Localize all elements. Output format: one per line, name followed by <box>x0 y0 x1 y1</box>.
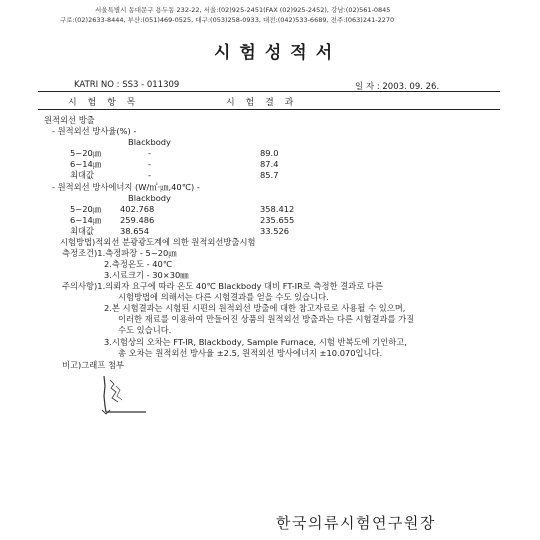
address-line-1: 서울특별시 동대문구 용두동 232-22, 서울:(02)925-2451(FAX (02)925-2452), 강남:(02)561-0845 <box>95 6 391 14</box>
note-1: 주의사항)1.의뢰자 요구에 따라 온도 40℃ Blackbody 대비 FT-IR로 측정한 결과로 다른 <box>62 281 383 291</box>
end-mark-scribble <box>98 372 158 418</box>
note-3: 3.시험상의 오차는 FT-IR, Blackbody, Sample Furnace, 시험 반복도에 기인하고, <box>104 337 407 347</box>
table-row-label: 6~14㎛ <box>70 159 102 169</box>
issuer-name: 한국의류시험연구원장 <box>276 514 436 532</box>
report-date: 일 자 : 2003. 09. 26. <box>355 82 440 92</box>
table-row-value: 38.654 <box>120 226 150 236</box>
table-row-label: 5~20㎛ <box>70 148 102 158</box>
table-row-label: 최대값 <box>70 170 95 180</box>
table-row-label: 5~20㎛ <box>70 204 102 214</box>
table-row-value: - <box>148 148 151 158</box>
condition-2: 2.측정온도 - 40℃ <box>104 259 173 269</box>
table-row-result: 235.655 <box>260 215 295 225</box>
emissivity-heading: - 원적외선 방사율(%) - <box>52 126 137 136</box>
note-2-cont2: 수도 있습니다. <box>118 325 172 335</box>
table-row-result: 89.0 <box>260 148 279 158</box>
table-row-value: 259.486 <box>120 215 155 225</box>
address-line-2: 구로:(02)2633-8444, 부산:(051)469-0525, 대구:(053)258-0933, 대전:(042)533-6689, 전주:(063)241-2270 <box>60 16 395 24</box>
header-rule-bottom <box>38 109 500 110</box>
header-rule-top <box>38 91 500 92</box>
energy-reference: Blackbody <box>128 193 171 203</box>
table-row-value: - <box>148 159 151 169</box>
table-row-result: 87.4 <box>260 159 279 169</box>
section-title: 원적외선 방출 <box>44 115 95 125</box>
condition-3: 3.시료크기 - 30×30㎜ <box>104 270 189 280</box>
test-method: 시험방법)적외선 분광광도계에 의한 원적외선방출시험 <box>60 237 256 247</box>
energy-heading: - 원적외선 방사에너지 (W/㎡·㎛,40℃) - <box>52 182 200 192</box>
column-test-item: 시 험 항 목 <box>68 98 140 108</box>
report-number: KATRI NO : SS3 - 011309 <box>74 80 180 90</box>
emissivity-reference: Blackbody <box>128 137 171 147</box>
note-2: 2.본 시험결과는 시험된 시편의 원적외선 방출에 대한 참고자료로 사용될 수 있으며, <box>104 303 406 313</box>
table-row-label: 최대값 <box>70 226 95 236</box>
condition-1: 측정조건)1.측정파장 - 5~20㎛ <box>62 248 177 258</box>
remark: 비고)그래프 첨부 <box>62 360 124 370</box>
table-row-result: 33.526 <box>260 226 290 236</box>
table-row-result: 358.412 <box>260 204 295 214</box>
table-row-value: - <box>148 170 151 180</box>
table-row-result: 85.7 <box>260 170 279 180</box>
note-2-cont: 이러한 재료를 이용하여 만들어진 상품의 원적외선 방출과는 다른 시험결과를 가질 <box>118 314 415 324</box>
column-test-result: 시 험 결 과 <box>226 98 298 108</box>
table-row-value: 402.768 <box>120 204 155 214</box>
table-row-label: 6~14㎛ <box>70 215 102 225</box>
document-title: 시험성적서 <box>214 43 342 63</box>
note-3-cont: 총 오차는 원적외선 방사율 ±2.5, 원적외선 방사에너지 ±10.070입니다. <box>118 348 383 358</box>
note-1-cont: 시험방법에 의해서는 다른 시험결과를 얻을 수도 있습니다. <box>118 292 329 302</box>
